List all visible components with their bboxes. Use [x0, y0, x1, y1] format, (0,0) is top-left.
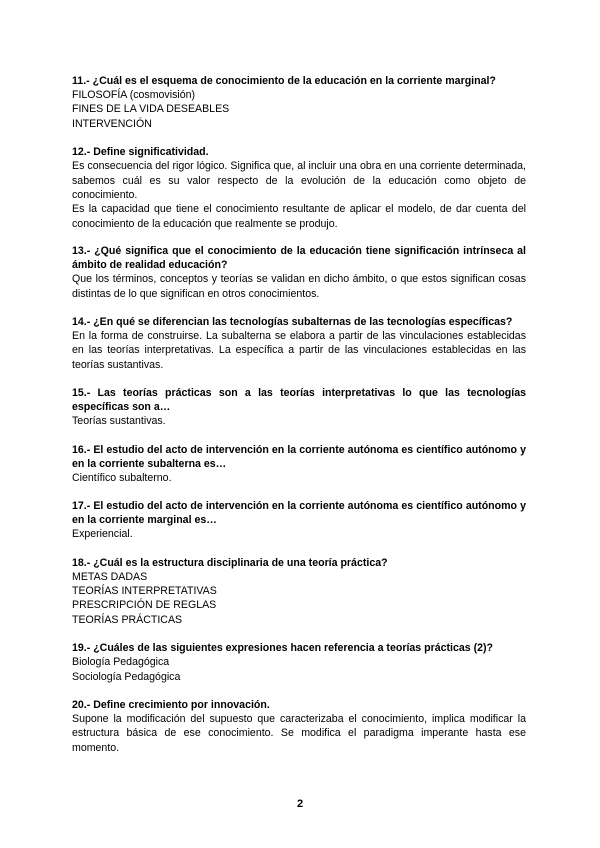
answer-paragraph: Que los términos, conceptos y teorías se validan en dicho ámbito, o que estos significan cosas distintas de lo que significan en otros conocimientos.	[72, 273, 526, 300]
answer-line: FINES DE LA VIDA DESEABLES	[72, 103, 230, 116]
question-19-block	[72, 641, 526, 684]
question-16: 16.- El estudio del acto de intervención en la corriente autónoma es científico autónomo y en la corriente subalterna es…	[72, 443, 526, 470]
question-19: 19.- ¿Cuáles de las siguientes expresiones hacen referencia a teorías prácticas (2)?	[72, 642, 493, 655]
answer-paragraph: Es la capacidad que tiene el conocimiento resultante de aplicar el modelo, de dar cuenta del conocimiento de la educación que realmente se produjo.	[72, 203, 526, 230]
answer-line: Sociología Pedagógica	[72, 670, 181, 683]
answer-line: PRESCRIPCIÓN DE REGLAS	[72, 599, 217, 612]
answer-line: INTERVENCIÓN	[72, 117, 152, 130]
question-18-block	[72, 556, 526, 628]
question-14: 14.- ¿En qué se diferencian las tecnologías subalternas de las tecnologías específicas?	[72, 316, 513, 329]
question-17-block	[72, 499, 526, 541]
answer-line: Biología Pedagógica	[72, 656, 170, 669]
answer-paragraph: Científico subalterno.	[72, 471, 172, 484]
question-11-block	[72, 74, 526, 131]
answer-line: TEORÍAS INTERPRETATIVAS	[72, 584, 217, 597]
answer-paragraph: En la forma de construirse. La subalterna se elabora a partir de las vinculaciones establecidas en las teorías interpretativas. La específica a partir de las vinculaciones establecidas en las teorías sustantivas.	[72, 330, 526, 371]
question-20: 20.- Define crecimiento por innovación.	[72, 698, 270, 711]
answer-paragraph: Experiencial.	[72, 528, 133, 541]
answer-paragraph: Supone la modificación del supuesto que caracterizaba el conocimiento, implica modificar la estructura básica de ese conocimiento. Se modifica el paradigma imperante hasta ese momento.	[72, 712, 526, 754]
question-15-block	[72, 386, 526, 428]
answer-paragraph: Es consecuencia del rigor lógico. Significa que, al incluir una obra en una corriente determinada, sabemos cuál es su valor respecto de la evolución de la educación como objeto de conocimiento.	[72, 160, 526, 202]
question-11: 11.- ¿Cuál es el esquema de conocimiento de la educación en la corriente marginal?	[72, 75, 496, 87]
document-body	[72, 74, 526, 755]
question-14-block	[72, 315, 526, 372]
answer-line: FILOSOFÍA (cosmovisión)	[72, 89, 196, 101]
question-16-block	[72, 443, 526, 485]
question-20-block	[72, 698, 526, 755]
answer-line: METAS DADAS	[72, 570, 148, 583]
answer-paragraph: Teorías sustantivas.	[72, 415, 166, 428]
question-13: 13.- ¿Qué significa que el conocimiento de la educación tiene significación intrínseca al ámbito de realidad educación?	[72, 245, 526, 272]
question-12-block	[72, 145, 526, 231]
question-12: 12.- Define significatividad.	[72, 146, 209, 159]
question-13-block	[72, 244, 526, 301]
page-number: 2	[296, 798, 304, 810]
question-18: 18.- ¿Cuál es la estructura disciplinaria de una teoría práctica?	[72, 556, 388, 569]
answer-line: TEORÍAS PRÁCTICAS	[72, 613, 183, 626]
question-15: 15.- Las teorías prácticas son a las teorías interpretativas lo que las tecnologías específicas son a…	[72, 387, 526, 414]
question-17: 17.- El estudio del acto de intervención en la corriente autónoma es científico autónomo y en la corriente marginal es…	[72, 500, 526, 527]
